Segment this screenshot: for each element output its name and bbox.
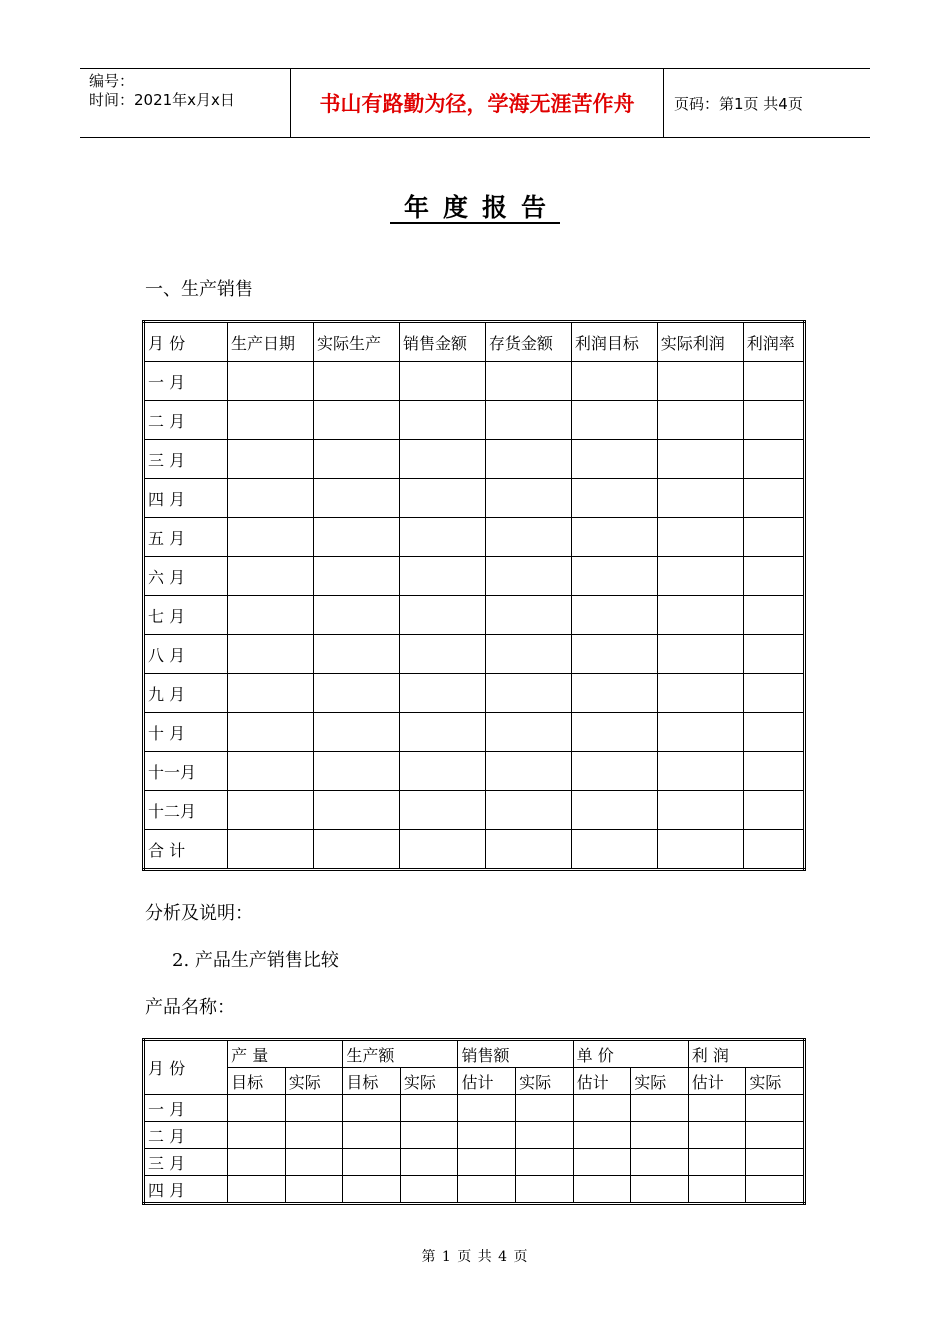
empty-cell <box>485 752 571 791</box>
empty-cell <box>571 830 657 870</box>
row-label: 合 计 <box>144 830 228 870</box>
row-label: 七 月 <box>144 596 228 635</box>
table-row <box>144 674 805 713</box>
empty-cell <box>485 596 571 635</box>
empty-cell <box>746 1176 805 1204</box>
header-box <box>80 68 870 138</box>
empty-cell <box>228 479 314 518</box>
empty-cell <box>631 1122 689 1149</box>
empty-cell <box>400 1149 458 1176</box>
row-label: 十一月 <box>144 752 228 791</box>
empty-cell <box>743 635 804 674</box>
empty-cell <box>343 1149 401 1176</box>
empty-cell <box>746 1122 805 1149</box>
header-left <box>80 69 291 137</box>
empty-cell <box>343 1095 401 1122</box>
product-comparison-table <box>142 1038 806 1205</box>
subheader: 目标 <box>343 1068 401 1095</box>
row-label: 十二月 <box>144 791 228 830</box>
empty-cell <box>343 1176 401 1204</box>
empty-cell <box>657 635 743 674</box>
row-label: 十 月 <box>144 713 228 752</box>
empty-cell <box>228 1176 286 1204</box>
empty-cell <box>399 596 485 635</box>
page-title <box>0 188 950 224</box>
empty-cell <box>485 401 571 440</box>
empty-cell <box>228 1149 286 1176</box>
empty-cell <box>571 752 657 791</box>
empty-cell <box>688 1122 746 1149</box>
table-row <box>144 791 805 830</box>
empty-cell <box>313 440 399 479</box>
empty-cell <box>343 1122 401 1149</box>
empty-cell <box>399 791 485 830</box>
table-row <box>144 401 805 440</box>
empty-cell <box>743 557 804 596</box>
empty-cell <box>313 479 399 518</box>
group-header: 单 价 <box>573 1040 688 1068</box>
column-header: 销售金额 <box>399 322 485 362</box>
empty-cell <box>657 440 743 479</box>
empty-cell <box>228 635 314 674</box>
empty-cell <box>485 635 571 674</box>
empty-cell <box>228 401 314 440</box>
empty-cell <box>399 674 485 713</box>
empty-cell <box>313 674 399 713</box>
empty-cell <box>399 635 485 674</box>
column-header: 月 份 <box>144 322 228 362</box>
column-header: 实际生产 <box>313 322 399 362</box>
empty-cell <box>228 596 314 635</box>
column-header: 存货金额 <box>485 322 571 362</box>
empty-cell <box>657 401 743 440</box>
row-label: 四 月 <box>144 479 228 518</box>
product-name-label: 产品名称： <box>145 997 235 1018</box>
empty-cell <box>571 635 657 674</box>
empty-cell <box>631 1149 689 1176</box>
empty-cell <box>313 596 399 635</box>
empty-cell <box>399 479 485 518</box>
empty-cell <box>571 518 657 557</box>
row-label: 二 月 <box>144 401 228 440</box>
table-header-row <box>144 322 805 362</box>
empty-cell <box>743 596 804 635</box>
empty-cell <box>571 791 657 830</box>
empty-cell <box>313 635 399 674</box>
column-header: 生产日期 <box>228 322 314 362</box>
group-header-row <box>144 1040 805 1068</box>
time-label: 时间：2021年x月x日 <box>89 91 235 109</box>
empty-cell <box>573 1176 631 1204</box>
empty-cell <box>285 1176 343 1204</box>
page-footer: 第 1 页 共 4 页 <box>421 1249 529 1265</box>
empty-cell <box>657 479 743 518</box>
row-label: 五 月 <box>144 518 228 557</box>
empty-cell <box>657 596 743 635</box>
table-row <box>144 557 805 596</box>
empty-cell <box>571 674 657 713</box>
empty-cell <box>571 557 657 596</box>
empty-cell <box>743 479 804 518</box>
empty-cell <box>285 1095 343 1122</box>
month-header: 月 份 <box>144 1040 228 1095</box>
row-label: 九 月 <box>144 674 228 713</box>
empty-cell <box>485 479 571 518</box>
table-row <box>144 1149 805 1176</box>
empty-cell <box>485 674 571 713</box>
table-row <box>144 596 805 635</box>
empty-cell <box>516 1122 574 1149</box>
empty-cell <box>516 1176 574 1204</box>
empty-cell <box>516 1149 574 1176</box>
empty-cell <box>688 1176 746 1204</box>
section1-heading: 一、生产销售 <box>145 279 253 300</box>
empty-cell <box>285 1149 343 1176</box>
empty-cell <box>485 518 571 557</box>
row-label: 三 月 <box>144 1149 228 1176</box>
empty-cell <box>743 674 804 713</box>
empty-cell <box>313 401 399 440</box>
column-header: 利润率 <box>743 322 804 362</box>
column-header: 利润目标 <box>571 322 657 362</box>
empty-cell <box>573 1149 631 1176</box>
empty-cell <box>458 1176 516 1204</box>
empty-cell <box>228 791 314 830</box>
empty-cell <box>485 791 571 830</box>
row-label: 八 月 <box>144 635 228 674</box>
empty-cell <box>743 440 804 479</box>
empty-cell <box>228 557 314 596</box>
empty-cell <box>571 440 657 479</box>
column-header: 实际利润 <box>657 322 743 362</box>
table-row <box>144 635 805 674</box>
empty-cell <box>743 518 804 557</box>
empty-cell <box>688 1149 746 1176</box>
empty-cell <box>571 479 657 518</box>
table-row <box>144 713 805 752</box>
group-header: 生产额 <box>343 1040 458 1068</box>
subheader: 估计 <box>458 1068 516 1095</box>
empty-cell <box>743 791 804 830</box>
subheader: 实际 <box>746 1068 805 1095</box>
empty-cell <box>743 713 804 752</box>
motto: 书山有路勤为径，学海无涯苦作舟 <box>291 69 664 137</box>
empty-cell <box>485 713 571 752</box>
empty-cell <box>743 401 804 440</box>
subheader: 实际 <box>631 1068 689 1095</box>
empty-cell <box>228 1095 286 1122</box>
subheader-row <box>144 1068 805 1095</box>
group-header: 销售额 <box>458 1040 573 1068</box>
empty-cell <box>313 752 399 791</box>
empty-cell <box>399 752 485 791</box>
empty-cell <box>631 1176 689 1204</box>
empty-cell <box>285 1122 343 1149</box>
empty-cell <box>399 557 485 596</box>
empty-cell <box>657 518 743 557</box>
subheader: 目标 <box>228 1068 286 1095</box>
empty-cell <box>228 440 314 479</box>
empty-cell <box>571 713 657 752</box>
empty-cell <box>399 362 485 401</box>
empty-cell <box>399 401 485 440</box>
section2-heading: 2. 产品生产销售比较 <box>172 950 339 971</box>
empty-cell <box>485 830 571 870</box>
row-label: 三 月 <box>144 440 228 479</box>
number-label: 编号： <box>89 72 135 90</box>
empty-cell <box>458 1095 516 1122</box>
subheader: 估计 <box>573 1068 631 1095</box>
empty-cell <box>485 362 571 401</box>
table-row <box>144 479 805 518</box>
empty-cell <box>688 1095 746 1122</box>
analysis-label: 分析及说明： <box>145 903 253 924</box>
empty-cell <box>746 1149 805 1176</box>
empty-cell <box>657 557 743 596</box>
empty-cell <box>485 440 571 479</box>
empty-cell <box>399 830 485 870</box>
empty-cell <box>399 713 485 752</box>
row-label: 二 月 <box>144 1122 228 1149</box>
empty-cell <box>516 1095 574 1122</box>
subheader: 实际 <box>285 1068 343 1095</box>
subheader: 实际 <box>516 1068 574 1095</box>
empty-cell <box>657 674 743 713</box>
subheader: 估计 <box>688 1068 746 1095</box>
empty-cell <box>743 830 804 870</box>
group-header: 利 润 <box>688 1040 804 1068</box>
empty-cell <box>458 1122 516 1149</box>
table-row <box>144 362 805 401</box>
empty-cell <box>400 1176 458 1204</box>
empty-cell <box>573 1095 631 1122</box>
empty-cell <box>228 362 314 401</box>
empty-cell <box>571 362 657 401</box>
empty-cell <box>400 1122 458 1149</box>
empty-cell <box>228 830 314 870</box>
empty-cell <box>485 557 571 596</box>
table-row <box>144 1095 805 1122</box>
empty-cell <box>657 362 743 401</box>
row-label: 四 月 <box>144 1176 228 1204</box>
empty-cell <box>313 791 399 830</box>
empty-cell <box>657 791 743 830</box>
empty-cell <box>399 518 485 557</box>
empty-cell <box>313 557 399 596</box>
empty-cell <box>313 362 399 401</box>
group-header: 产 量 <box>228 1040 343 1068</box>
empty-cell <box>313 518 399 557</box>
row-label: 一 月 <box>144 1095 228 1122</box>
table-row <box>144 1122 805 1149</box>
empty-cell <box>571 596 657 635</box>
subheader: 实际 <box>400 1068 458 1095</box>
empty-cell <box>458 1149 516 1176</box>
empty-cell <box>573 1122 631 1149</box>
empty-cell <box>228 1122 286 1149</box>
empty-cell <box>228 518 314 557</box>
empty-cell <box>571 401 657 440</box>
empty-cell <box>657 830 743 870</box>
empty-cell <box>746 1095 805 1122</box>
page-title-text: 年度报告 <box>390 193 560 224</box>
empty-cell <box>228 713 314 752</box>
empty-cell <box>400 1095 458 1122</box>
empty-cell <box>399 440 485 479</box>
row-label: 一 月 <box>144 362 228 401</box>
empty-cell <box>313 713 399 752</box>
empty-cell <box>743 752 804 791</box>
table-row <box>144 518 805 557</box>
production-sales-table <box>142 320 806 871</box>
table-row <box>144 440 805 479</box>
empty-cell <box>657 752 743 791</box>
table-row <box>144 752 805 791</box>
empty-cell <box>228 752 314 791</box>
empty-cell <box>657 713 743 752</box>
empty-cell <box>743 362 804 401</box>
table-row <box>144 830 805 870</box>
empty-cell <box>228 674 314 713</box>
page-info: 页码：第1页 共4页 <box>674 94 803 113</box>
empty-cell <box>631 1095 689 1122</box>
empty-cell <box>313 830 399 870</box>
table-row <box>144 1176 805 1204</box>
row-label: 六 月 <box>144 557 228 596</box>
